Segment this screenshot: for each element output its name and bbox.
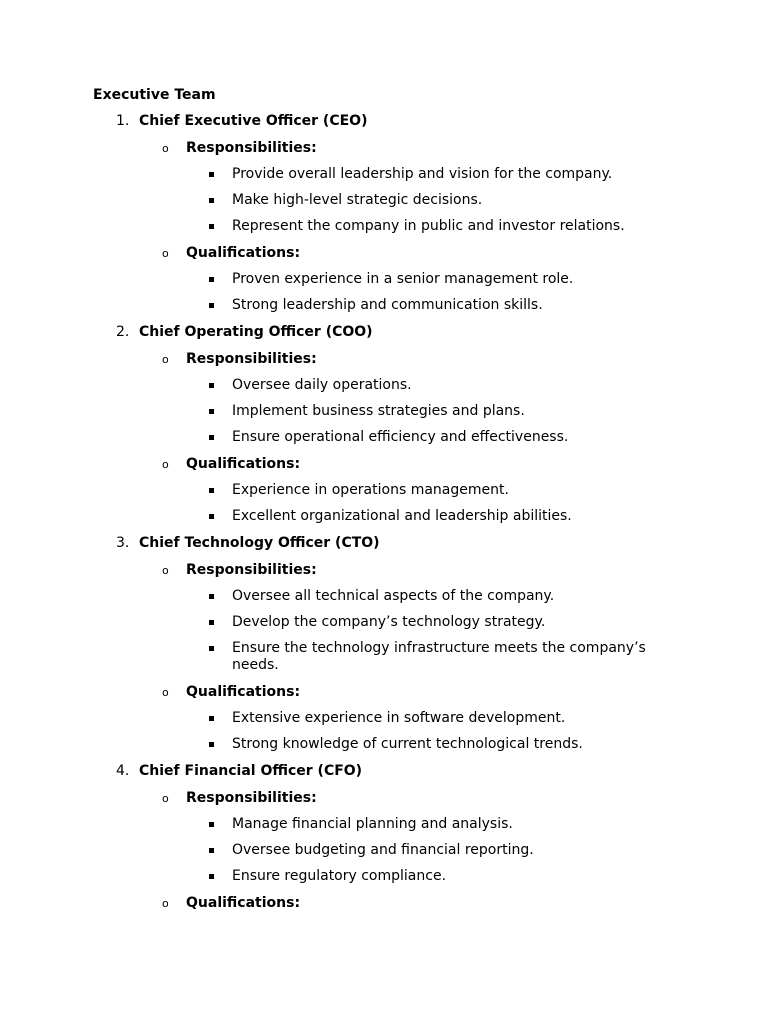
square-bullet-icon [209, 594, 214, 599]
list-item [0, 842, 768, 859]
role-section-list [0, 789, 768, 912]
role-section [0, 139, 768, 235]
role-number: 4. [116, 763, 130, 779]
role-heading [0, 534, 768, 552]
square-bullet-icon [209, 620, 214, 625]
list-item [0, 868, 768, 885]
square-bullet-icon [209, 848, 214, 853]
list-item-text: Excellent organizational and leadership abilities. [232, 508, 572, 524]
role-item [0, 534, 768, 753]
section-heading [0, 683, 768, 701]
list-item-text: Make high-level strategic decisions. [232, 192, 483, 208]
section-label: Responsibilities: [186, 140, 317, 156]
list-item-text: Provide overall leadership and vision for the company. [232, 166, 613, 182]
hollow-circle-bullet-icon: o [162, 686, 169, 699]
role-section-list [0, 350, 768, 525]
hollow-circle-bullet-icon: o [162, 897, 169, 910]
section-label: Responsibilities: [186, 790, 317, 806]
square-bullet-icon [209, 224, 214, 229]
bullet-item-list [0, 166, 768, 235]
section-label: Qualifications: [186, 684, 301, 700]
list-item [0, 710, 768, 727]
bullet-item-list [0, 710, 768, 753]
square-bullet-icon [209, 488, 214, 493]
section-label: Responsibilities: [186, 351, 317, 367]
section-heading [0, 350, 768, 368]
list-item-text: Manage financial planning and analysis. [232, 816, 513, 832]
role-section [0, 244, 768, 314]
section-label: Qualifications: [186, 456, 301, 472]
list-item [0, 192, 768, 209]
square-bullet-icon [209, 277, 214, 282]
bullet-item-list [0, 816, 768, 885]
list-item [0, 614, 768, 631]
role-section [0, 455, 768, 525]
role-title: Chief Technology Officer (CTO) [139, 535, 380, 551]
role-number: 1. [116, 113, 130, 129]
list-item-text: Oversee budgeting and financial reporting. [232, 842, 534, 858]
list-item-text: Proven experience in a senior management role. [232, 271, 574, 287]
list-item [0, 403, 768, 420]
page-title: Executive Team [93, 87, 216, 103]
square-bullet-icon [209, 409, 214, 414]
square-bullet-icon [209, 514, 214, 519]
list-item-text: Develop the company’s technology strategy. [232, 614, 546, 630]
role-section [0, 561, 768, 674]
square-bullet-icon [209, 383, 214, 388]
square-bullet-icon [209, 874, 214, 879]
role-section [0, 350, 768, 446]
square-bullet-icon [209, 303, 214, 308]
role-item [0, 762, 768, 912]
square-bullet-icon [209, 716, 214, 721]
bullet-item-list [0, 588, 768, 674]
role-heading [0, 112, 768, 130]
list-item-text: Implement business strategies and plans. [232, 403, 525, 419]
square-bullet-icon [209, 822, 214, 827]
section-label: Responsibilities: [186, 562, 317, 578]
hollow-circle-bullet-icon: o [162, 792, 169, 805]
role-section [0, 789, 768, 885]
role-title: Chief Financial Officer (CFO) [139, 763, 363, 779]
list-item [0, 297, 768, 314]
list-item [0, 588, 768, 605]
square-bullet-icon [209, 646, 214, 651]
list-item-text: Ensure regulatory compliance. [232, 868, 447, 884]
list-item [0, 640, 768, 674]
list-item-text: Oversee all technical aspects of the company. [232, 588, 555, 604]
section-label: Qualifications: [186, 895, 301, 911]
square-bullet-icon [209, 742, 214, 747]
list-item [0, 508, 768, 525]
section-heading [0, 561, 768, 579]
bullet-item-list [0, 482, 768, 525]
list-item [0, 816, 768, 833]
section-heading [0, 894, 768, 912]
list-item [0, 218, 768, 235]
list-item-text: Represent the company in public and investor relations. [232, 218, 625, 234]
square-bullet-icon [209, 435, 214, 440]
role-section-list [0, 561, 768, 753]
role-number: 3. [116, 535, 130, 551]
section-heading [0, 244, 768, 262]
list-item [0, 271, 768, 288]
square-bullet-icon [209, 172, 214, 177]
bullet-item-list [0, 271, 768, 314]
list-item-text: Strong leadership and communication skills. [232, 297, 543, 313]
list-item-text: Experience in operations management. [232, 482, 509, 498]
section-label: Qualifications: [186, 245, 301, 261]
list-item-text: Extensive experience in software development. [232, 710, 566, 726]
role-heading [0, 762, 768, 780]
role-item [0, 112, 768, 314]
section-heading [0, 455, 768, 473]
list-item [0, 377, 768, 394]
list-item-text: Ensure the technology infrastructure meets the company’s needs. [232, 640, 646, 673]
role-section-list [0, 139, 768, 314]
list-item-text: Oversee daily operations. [232, 377, 412, 393]
list-item [0, 736, 768, 753]
hollow-circle-bullet-icon: o [162, 564, 169, 577]
section-heading [0, 139, 768, 157]
hollow-circle-bullet-icon: o [162, 458, 169, 471]
section-heading [0, 789, 768, 807]
list-item-text: Ensure operational efficiency and effectiveness. [232, 429, 569, 445]
hollow-circle-bullet-icon: o [162, 353, 169, 366]
list-item [0, 482, 768, 499]
square-bullet-icon [209, 198, 214, 203]
role-number: 2. [116, 324, 130, 340]
role-heading [0, 323, 768, 341]
role-item [0, 323, 768, 525]
list-item [0, 166, 768, 183]
bullet-item-list [0, 377, 768, 446]
executive-role-list [0, 112, 768, 921]
hollow-circle-bullet-icon: o [162, 142, 169, 155]
role-section [0, 683, 768, 753]
list-item-text: Strong knowledge of current technological trends. [232, 736, 583, 752]
list-item [0, 429, 768, 446]
role-title: Chief Operating Officer (COO) [139, 324, 373, 340]
role-section [0, 894, 768, 912]
hollow-circle-bullet-icon: o [162, 247, 169, 260]
role-title: Chief Executive Officer (CEO) [139, 113, 368, 129]
